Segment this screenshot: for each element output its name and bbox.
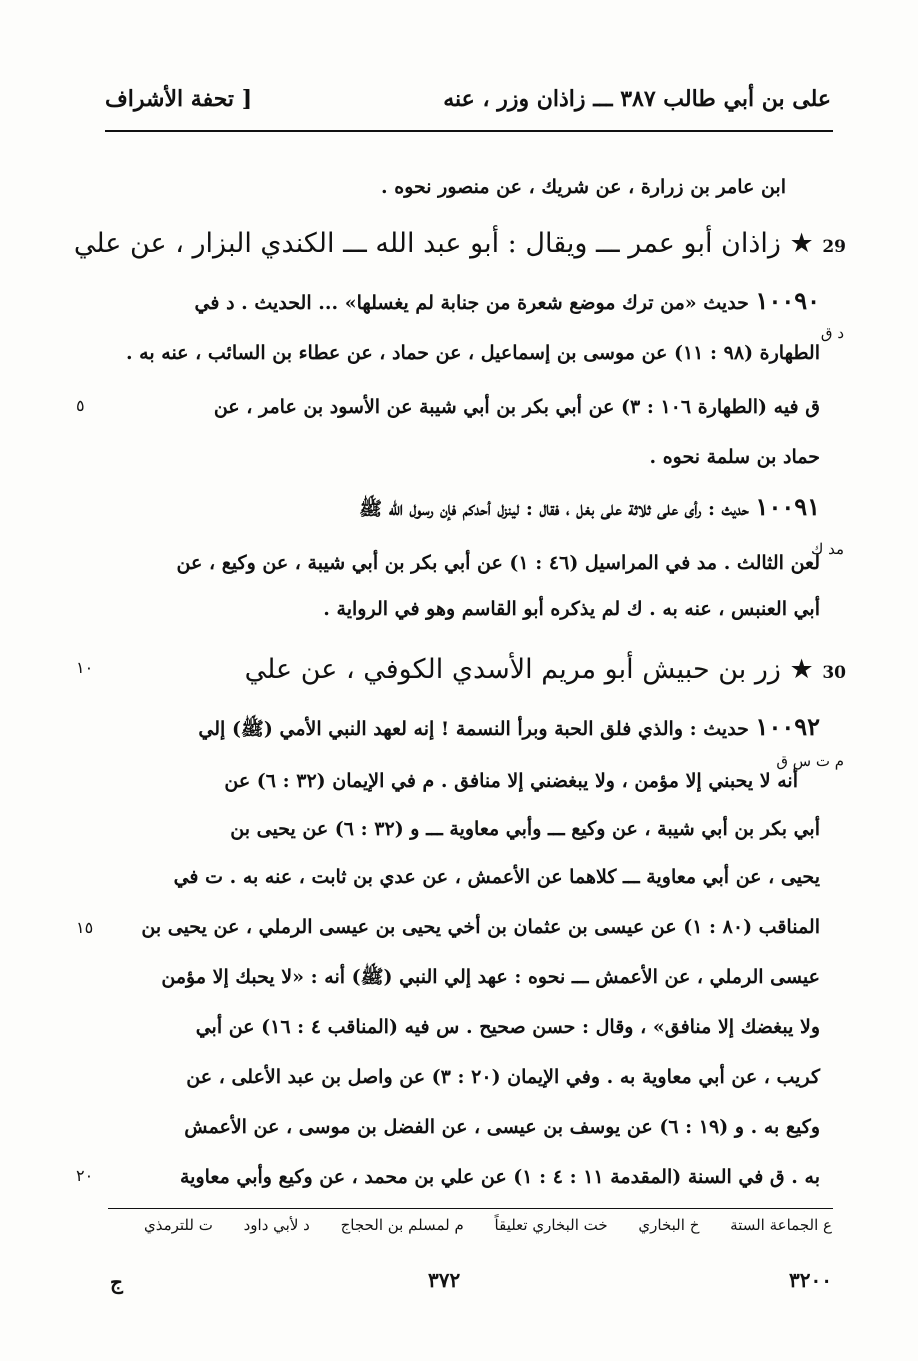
entry-heading-30 xyxy=(245,650,846,693)
hadith-10091-line-2: لعن الثالث . مد في المراسيل (٤٦ : ١) عن أبي بكر بن أبي شيبة ، عن وكيع ، عن xyxy=(176,552,820,574)
hadith-10092-siglum: م ت س ق xyxy=(776,752,844,770)
hadith-10091-line-3: أبي العنبس ، عنه به . ك لم يذكره أبو القاسم وهو في الرواية . xyxy=(323,598,820,620)
folio-page-number: ٣٧٢ xyxy=(428,1268,461,1292)
abbreviation-key xyxy=(118,1216,832,1234)
entry-heading-text: ★ زر بن حبيش أبو مريم الأسدي الكوفي ، عن علي xyxy=(244,654,814,685)
hadith-10092-line-5: المناقب (٨٠ : ١) عن عيسى بن عثمان بن أخي يحيى بن عيسى الرملي ، عن يحيى بن xyxy=(141,916,820,938)
running-head xyxy=(105,86,831,126)
hadith-10090-line-3: ق فيه (الطهارة ١٠٦ : ٣) عن أبي بكر بن أبي شيبة عن الأسود بن عامر ، عن xyxy=(213,396,820,418)
abbrev-item: خ البخاري xyxy=(638,1216,700,1234)
header-rule xyxy=(105,130,833,132)
hadith-10092-line-9: وكيع به . و (١٩ : ٦) عن يوسف بن عيسى ، عن الفضل بن موسى ، عن الأعمش xyxy=(184,1116,820,1138)
hadith-number: ١٠٠٩٠ xyxy=(755,286,820,315)
hadith-10092-line-10: به . ق في السنة (المقدمة ١١ : ٤ : ١) عن علي بن محمد ، عن وكيع وأبي معاوية xyxy=(179,1166,820,1188)
abbrev-item: خت البخاري تعليقاً xyxy=(494,1216,608,1234)
abbrev-item: ع الجماعة الستة xyxy=(730,1216,832,1234)
hadith-10091-siglum: مد ك xyxy=(810,540,844,558)
folio-left: ج xyxy=(110,1270,123,1294)
hadith-10092-line-4: يحيى ، عن أبي معاوية ـــ كلاهما عن الأعمش ، عن عدي بن ثابت ، عنه به . ت في xyxy=(173,866,820,888)
folio-right: ٣٢٠٠ xyxy=(789,1268,832,1292)
entry-number: 30 xyxy=(822,663,846,683)
intro-line: ابن عامر بن زرارة ، عن شريك ، عن منصور نحوه . xyxy=(381,176,786,198)
hadith-10092-line-2: أنه لا يحبني إلا مؤمن ، ولا يبغضني إلا منافق . م في الإيمان (٣٢ : ٦) عن xyxy=(224,770,798,792)
hadith-10092-line-8: كريب ، عن أبي معاوية به . وفي الإيمان (٢٠ : ٣) عن واصل بن عبد الأعلى ، عن xyxy=(186,1066,820,1088)
hadith-10092-line-3: أبي بكر بن أبي شيبة ، عن وكيع ـــ وأبي معاوية ـــ و (٣٢ : ٦) عن يحيى بن xyxy=(230,818,820,840)
hadith-10090-line-4: حماد بن سلمة نحوه . xyxy=(649,446,820,468)
margin-number-5: ٥ xyxy=(76,396,85,415)
abbrev-item: ت للترمذي xyxy=(143,1216,213,1234)
running-head-left: [ تحفة الأشراف xyxy=(105,86,253,112)
margin-number-15: ١٥ xyxy=(76,918,94,937)
hadith-10092-line-1: ١٠٠٩٢ حديث : والذي فلق الحبة وبرأ النسمة ! إنه لعهد النبي الأمي (ﷺ) إلي xyxy=(198,712,820,741)
running-head-right: على بن أبي طالب ٣٨٧ ـــ زاذان وزر ، عنه xyxy=(443,86,831,112)
footer-rule xyxy=(108,1208,833,1209)
hadith-10091-line-1: ١٠٠٩١ حديث : رأى على ثلاثة على بغل ، فقال : لينزل أحدكم فإن رسول الله ﷺ xyxy=(359,492,820,521)
entry-number: 29 xyxy=(822,237,846,257)
abbrev-item: د لأبي داود xyxy=(243,1216,310,1234)
hadith-10090-line-2: الطهارة (٩٨ : ١١) عن موسى بن إسماعيل ، عن حماد ، عن عطاء بن السائب ، عنه به . xyxy=(125,342,820,364)
hadith-10090-siglum: د ق xyxy=(820,324,844,342)
hadith-10092-line-7: ولا يبغضك إلا منافق» ، وقال : حسن صحيح . س فيه (المناقب ٤ : ١٦) عن أبي xyxy=(195,1016,820,1038)
hadith-10090-line-1: ١٠٠٩٠ حديث «من ترك موضع شعرة من جنابة لم يغسلها» ... الحديث . د في xyxy=(194,286,820,315)
abbrev-item: م لمسلم بن الحجاج xyxy=(340,1216,464,1234)
margin-number-10: ١٠ xyxy=(76,658,94,677)
entry-heading-text: ★ زاذان أبو عمر ـــ ويقال : أبو عبد الله ـــ الكندي البزار ، عن علي xyxy=(73,228,814,259)
hadith-10092-line-6: عيسى الرملي ، عن الأعمش ـــ نحوه : عهد إلي النبي (ﷺ) أنه : «لا يحبك إلا مؤمن xyxy=(161,966,820,988)
margin-number-20: ٢٠ xyxy=(76,1166,94,1185)
entry-heading-29 xyxy=(74,224,846,267)
hadith-number: ١٠٠٩١ xyxy=(755,492,820,521)
hadith-number: ١٠٠٩٢ xyxy=(755,712,820,741)
